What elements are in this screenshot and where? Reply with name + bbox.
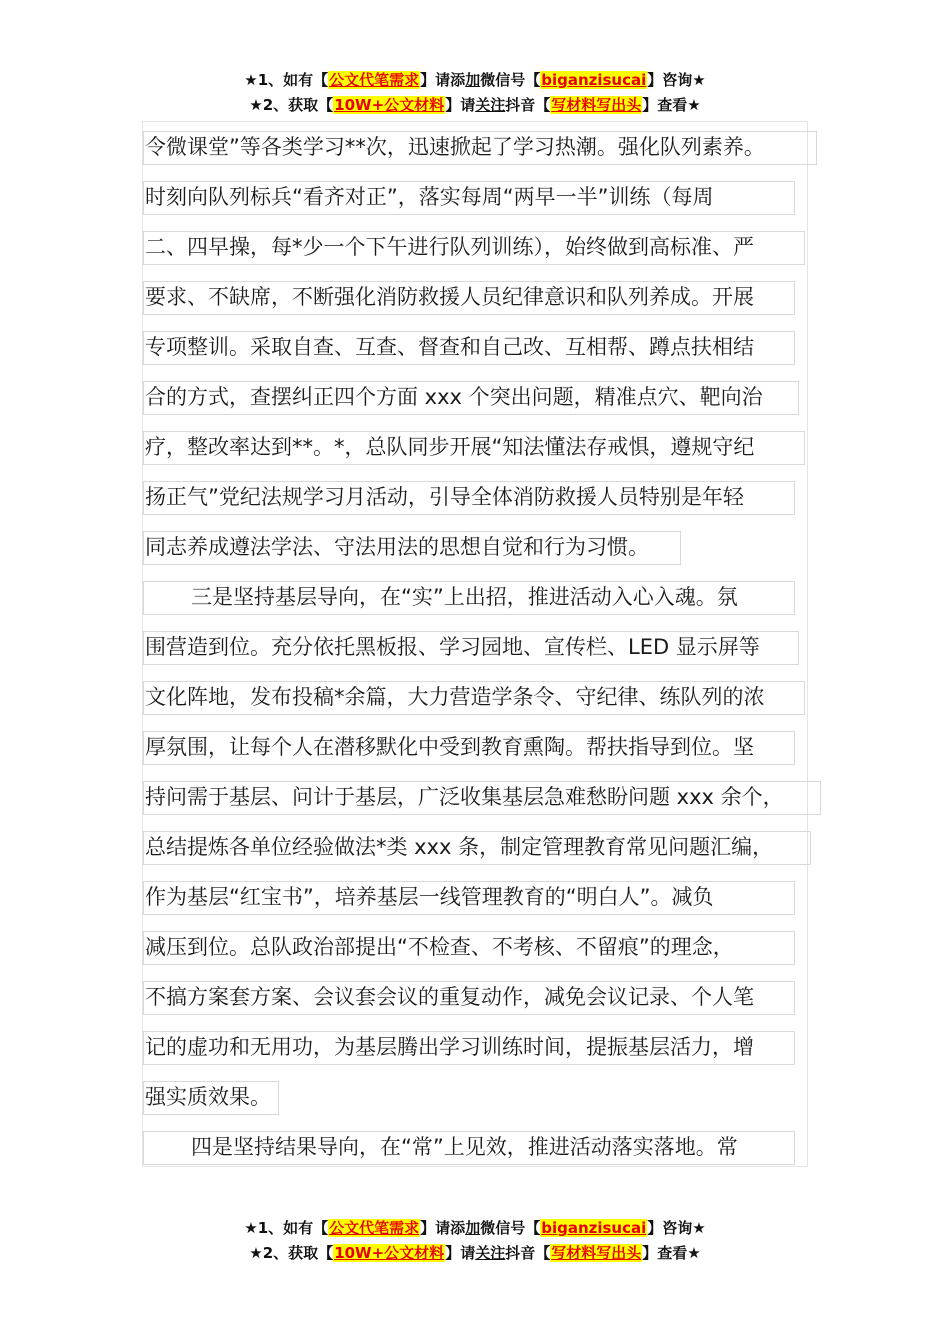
text-line: 减压到位。总队政治部提出“不检查、不考核、不留痕”的理念， <box>145 922 815 972</box>
highlight-service: 公文代笔需求 <box>329 71 420 89</box>
banner-text: ★1、如有【 <box>244 71 329 89</box>
text-line: 记的虚功和无用功，为基层腾出学习训练时间，提振基层活力，增 <box>145 1022 815 1072</box>
banner-text: 抖音【 <box>505 1244 551 1262</box>
text-line: 作为基层“红宝书”，培养基层一线管理教育的“明白人”。减负 <box>145 872 815 922</box>
highlight-wechat-id: biganzisucai <box>541 71 647 89</box>
highlight-service: 公文代笔需求 <box>329 1219 420 1237</box>
banner-line-2 <box>0 93 950 118</box>
text-line: 二、四早操，每*少一个下午进行队列训练），始终做到高标准、严 <box>145 222 815 272</box>
highlight-douyin-account: 写材料写出头 <box>551 96 642 114</box>
banner-text: 微信号【 <box>480 1219 541 1237</box>
banner-text: 】查看★ <box>642 1244 701 1262</box>
text-line: 文化阵地，发布投稿*余篇，大力营造学条令、守纪律、练队列的浓 <box>145 672 815 722</box>
banner-text: 】咨询★ <box>647 71 706 89</box>
banner-line-1 <box>0 68 950 93</box>
banner-line-2 <box>0 1241 950 1266</box>
text-line: 专项整训。采取自查、互查、督查和自己改、互相帮、蹲点扶相结 <box>145 322 815 372</box>
banner-text: 】查看★ <box>642 96 701 114</box>
banner-text: ★2、获取【 <box>249 1244 334 1262</box>
text-line: 合的方式，查摆纠正四个方面 xxx 个突出问题，精准点穴、靶向治 <box>145 372 815 422</box>
text-line: 围营造到位。充分依托黑板报、学习园地、宣传栏、LED 显示屏等 <box>145 622 815 672</box>
banner-line-1 <box>0 1216 950 1241</box>
banner-text: ★1、如有【 <box>244 1219 329 1237</box>
text-line: 要求、不缺席，不断强化消防救援人员纪律意识和队列养成。开展 <box>145 272 815 322</box>
paragraph-start-line: 四是坚持结果导向，在“常”上见效，推进活动落实落地。常 <box>145 1122 815 1172</box>
banner-text: 】请 <box>445 96 476 114</box>
header-banner <box>0 68 950 118</box>
banner-text: 微信号【 <box>480 71 541 89</box>
text-line: 不搞方案套方案、会议套会议的重复动作，减免会议记录、个人笔 <box>145 972 815 1022</box>
text-line: 扬正气”党纪法规学习月活动，引导全体消防救援人员特别是年轻 <box>145 472 815 522</box>
banner-text: 】请添 <box>420 71 466 89</box>
banner-text: 关注 <box>475 96 506 114</box>
highlight-materials: 10W+公文材料 <box>334 96 445 114</box>
text-line: 强实质效果。 <box>145 1072 815 1122</box>
banner-text: 关注 <box>475 1244 506 1262</box>
banner-text: 加 <box>465 1219 481 1237</box>
highlight-materials: 10W+公文材料 <box>334 1244 445 1262</box>
banner-text: 抖音【 <box>505 96 551 114</box>
text-line: 令微课堂”等各类学习**次，迅速掀起了学习热潮。强化队列素养。 <box>145 122 815 172</box>
highlight-douyin-account: 写材料写出头 <box>551 1244 642 1262</box>
banner-text: 加 <box>465 71 481 89</box>
banner-text: 】咨询★ <box>647 1219 706 1237</box>
paragraph-start-line: 三是坚持基层导向，在“实”上出招，推进活动入心入魂。氛 <box>145 572 815 622</box>
text-line: 厚氛围，让每个人在潜移默化中受到教育熏陶。帮扶指导到位。坚 <box>145 722 815 772</box>
banner-text: 】请添 <box>420 1219 466 1237</box>
text-line: 总结提炼各单位经验做法*类 xxx 条，制定管理教育常见问题汇编， <box>145 822 815 872</box>
footer-banner <box>0 1216 950 1266</box>
document-body <box>145 122 815 1172</box>
text-line: 同志养成遵法学法、守法用法的思想自觉和行为习惯。 <box>145 522 815 572</box>
banner-text: 】请 <box>445 1244 476 1262</box>
text-line: 持问需于基层、问计于基层，广泛收集基层急难愁盼问题 xxx 余个， <box>145 772 815 822</box>
text-line: 时刻向队列标兵“看齐对正”，落实每周“两早一半”训练（每周 <box>145 172 815 222</box>
banner-text: ★2、获取【 <box>249 96 334 114</box>
highlight-wechat-id: biganzisucai <box>541 1219 647 1237</box>
text-line: 疗，整改率达到**。*，总队同步开展“知法懂法存戒惧，遵规守纪 <box>145 422 815 472</box>
